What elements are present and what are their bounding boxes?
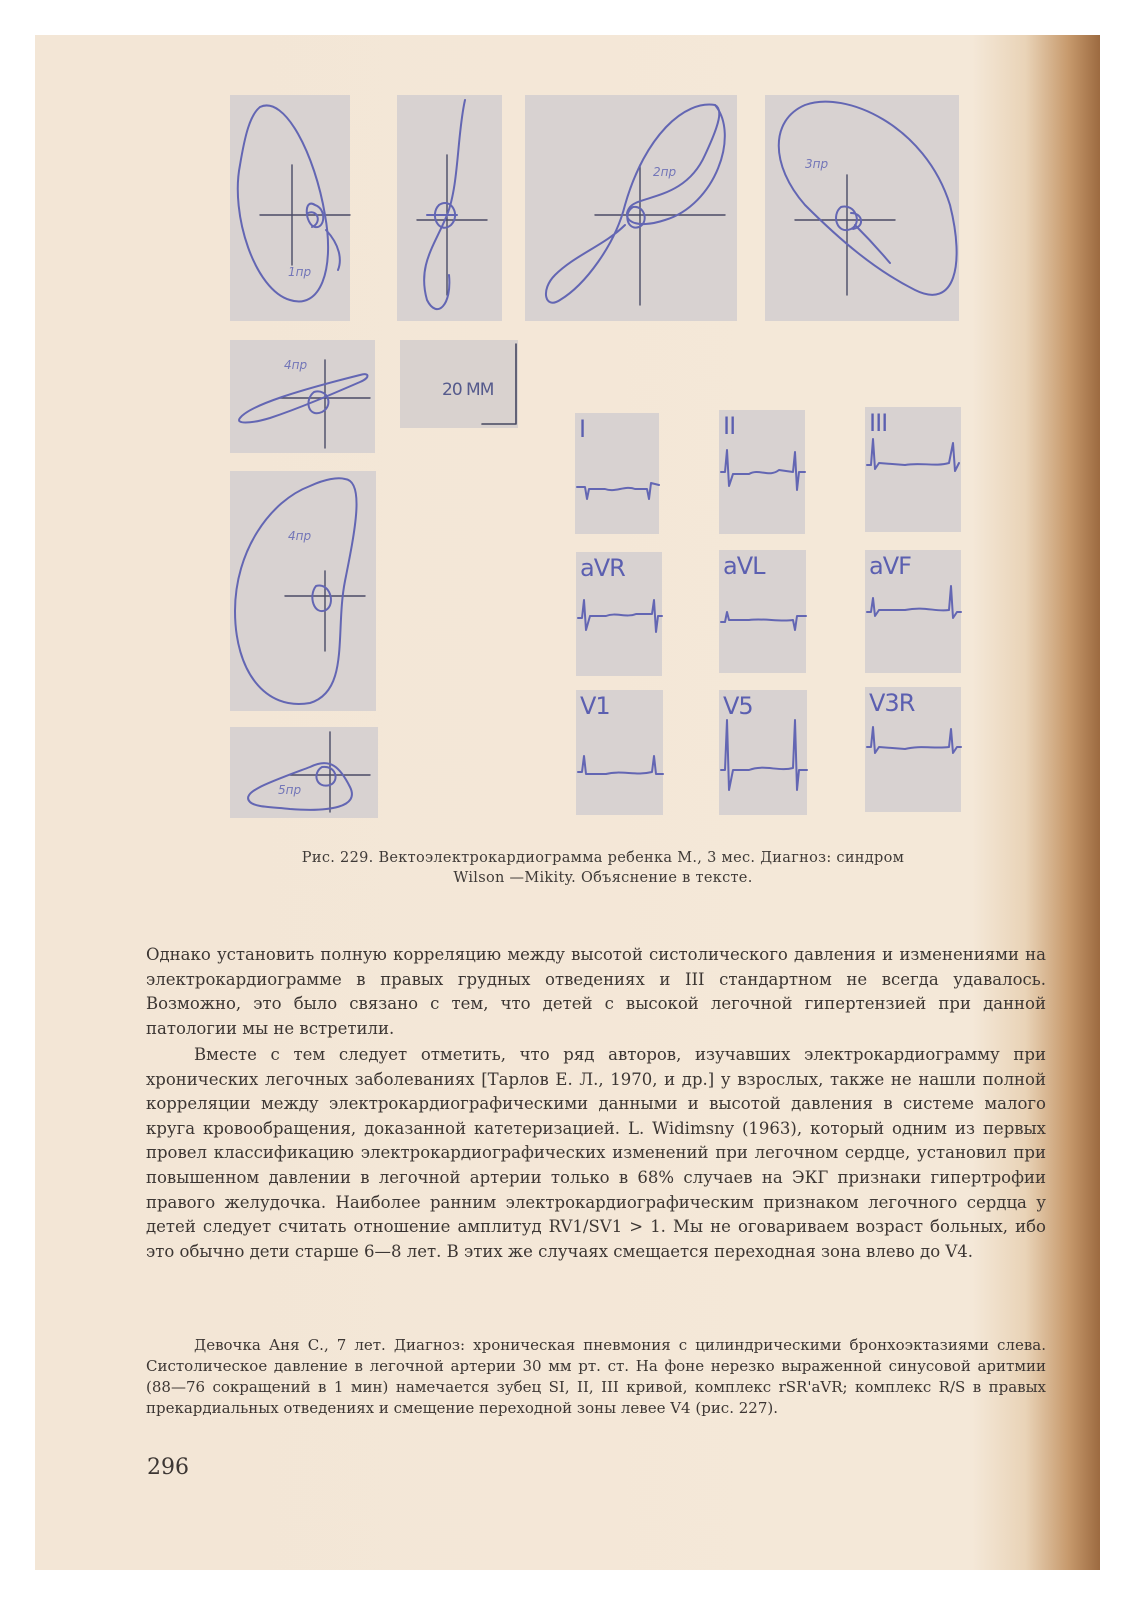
ecg-lead-I xyxy=(575,413,659,534)
lead-label: aVF xyxy=(869,552,911,580)
plane-label-7: 5пр xyxy=(278,783,302,797)
plane-label-5: 4пр xyxy=(284,358,308,372)
lead-label: I xyxy=(579,415,586,443)
lead-label: III xyxy=(869,409,888,437)
paragraph-2: Вместе с тем следует отметить, что ряд авторов, изучавших электрокардиограмму при хронических легочных заболеваниях [Тарлов Е. Л., 1970, и др.] у взрослых, также не нашли полной корреляции между электрокардиографическими данными и высотой давления в системе малого круга кровообращения, доказанной катетеризацией. L. Widimsny (1963), который одним из первых провел классификацию электрокардиографических изменений при легочном сердце, установил при повышенном давлении в легочной артерии только в 68% случаев на ЭКГ признаки гипертрофии правого желудочка. Наиболее ранним электрокардиографическим признаком легочного сердца у детей следует считать отношение амплитуд RV1/SV1 > 1. Мы не оговариваем возраст больных, ибо это обычно дети старше 6—8 лет. В этих же случаях смещается переходная зона влево до V4. xyxy=(146,1045,1046,1261)
caption-line-2: Wilson —Mikity. Объяснение в тексте. xyxy=(453,870,753,886)
ecg-trace xyxy=(576,552,662,676)
vcg-plane-4 xyxy=(765,95,959,321)
ecg-trace xyxy=(576,690,663,815)
ecg-trace xyxy=(719,410,805,534)
ecg-lead-aVF xyxy=(865,550,961,673)
vcg-plane-2 xyxy=(397,95,502,321)
ecg-trace xyxy=(575,413,659,534)
scale-label: 20 MM xyxy=(442,380,494,400)
plane-label-3: 2пр xyxy=(653,165,677,179)
ecg-lead-V3R xyxy=(865,687,961,812)
lead-label: V1 xyxy=(580,692,610,720)
scale-bar-panel xyxy=(400,340,518,428)
ecg-lead-aVR xyxy=(576,552,662,676)
lead-label: II xyxy=(723,412,736,440)
vcg-plane-7 xyxy=(230,727,378,818)
lead-label: aVR xyxy=(580,554,625,582)
caption-line-1: Рис. 229. Вектоэлектрокардиограмма ребенка М., 3 мес. Диагноз: синдром xyxy=(301,850,905,866)
vcg-plane-1 xyxy=(230,95,350,321)
vcg-loop-6 xyxy=(230,471,376,711)
ecg-trace xyxy=(865,687,961,812)
ecg-trace xyxy=(865,407,961,532)
case-note: Девочка Аня С., 7 лет. Диагноз: хроническая пневмония с цилиндрическими бронхоэктазиями слева. Систолическое давление в легочной артерии 30 мм рт. ст. На фоне нерезко выраженной синусовой аритмии (88—76 сокращений в 1 мин) намечается зубец SI, II, III кривой, комплекс rSR'aVR; комплекс R/S в правых прекардиальных отведениях и смещение переходной зоны левее V4 (рис. 227). xyxy=(146,1336,1046,1417)
plane-label-4: 3пр xyxy=(805,157,829,171)
paragraph-1: Однако установить полную корреляцию между высотой систолического давления и изменениями на электрокардиограмме в правых грудных отведениях и III стандартном не всегда удавалось. Возможно, это было связано с тем, что детей с высокой легочной гипертензией при данной патологии мы не встретили. xyxy=(146,945,1046,1038)
lead-label: V3R xyxy=(869,689,915,717)
ecg-trace xyxy=(719,690,807,815)
vcg-loop-5 xyxy=(230,340,375,453)
ecg-lead-V1 xyxy=(576,690,663,815)
ecg-lead-aVL xyxy=(719,550,806,673)
ecg-trace xyxy=(865,550,961,673)
lead-label: aVL xyxy=(723,552,765,580)
ecg-lead-II xyxy=(719,410,805,534)
lead-label: V5 xyxy=(723,692,753,720)
vcg-loop-1 xyxy=(230,95,350,321)
vcg-loop-4 xyxy=(765,95,959,321)
book-page xyxy=(35,35,1100,1570)
plane-label-1: 1пр xyxy=(288,265,312,279)
ecg-trace xyxy=(719,550,806,673)
vcg-plane-5 xyxy=(230,340,375,453)
figure-caption xyxy=(223,848,983,888)
vcg-loop-3 xyxy=(525,95,737,321)
ecg-lead-V5 xyxy=(719,690,807,815)
ecg-lead-III xyxy=(865,407,961,532)
plane-label-6: 4пр xyxy=(288,529,312,543)
vcg-plane-3 xyxy=(525,95,737,321)
vcg-loop-7 xyxy=(230,727,378,818)
vcg-plane-6 xyxy=(230,471,376,711)
vcg-loop-2 xyxy=(397,95,502,321)
page-number: 296 xyxy=(147,1455,189,1480)
